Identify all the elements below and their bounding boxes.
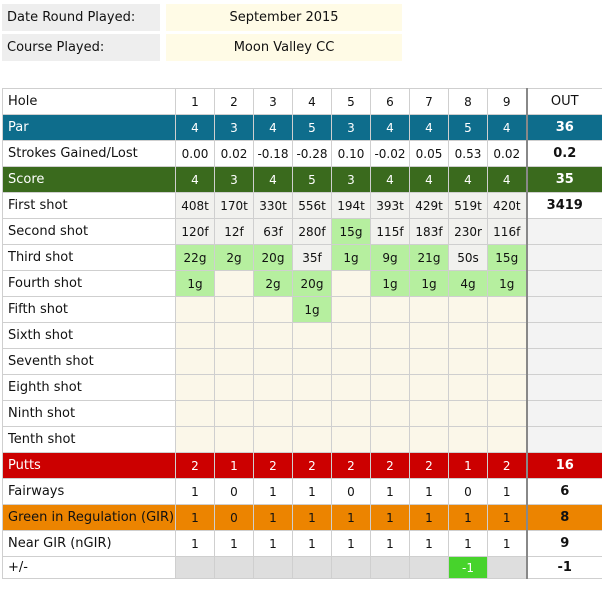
hole-cell[interactable]: 556t (293, 193, 332, 219)
hole-cell[interactable] (215, 375, 254, 401)
hole-cell[interactable]: 429t (410, 193, 449, 219)
hole-cell[interactable]: 1 (371, 505, 410, 531)
hole-cell[interactable]: 1 (332, 531, 371, 557)
hole-cell[interactable]: 1 (176, 531, 215, 557)
hole-cell[interactable] (293, 401, 332, 427)
hole-cell[interactable] (254, 557, 293, 579)
hole-cell[interactable] (176, 427, 215, 453)
hole-cell[interactable] (332, 349, 371, 375)
hole-cell[interactable]: -0.02 (371, 141, 410, 167)
out-total: 16 (527, 453, 602, 479)
hole-cell[interactable] (176, 557, 215, 579)
hole-cell[interactable] (371, 375, 410, 401)
hole-cell[interactable]: 2g (254, 271, 293, 297)
par-row (3, 115, 602, 141)
hole-cell[interactable]: 1g (293, 297, 332, 323)
shot-row-5 (3, 297, 602, 323)
hole-cell[interactable] (254, 323, 293, 349)
hole-cell[interactable]: 20g (293, 271, 332, 297)
hole-cell[interactable]: 0.02 (488, 141, 527, 167)
hole-cell[interactable]: -0.18 (254, 141, 293, 167)
hole-cell[interactable] (410, 297, 449, 323)
gir-row (3, 505, 602, 531)
shot-row-8 (3, 375, 602, 401)
hole-cell[interactable]: 4g (449, 271, 488, 297)
hole-cell[interactable] (410, 557, 449, 579)
shot-row-10 (3, 427, 602, 453)
hole-cell[interactable]: 2 (176, 453, 215, 479)
hole-cell[interactable] (176, 401, 215, 427)
hole-cell[interactable]: 116f (488, 219, 527, 245)
out-header: OUT (527, 89, 602, 115)
hole-cell[interactable] (449, 401, 488, 427)
hole-cell[interactable] (215, 557, 254, 579)
hole-cell[interactable]: 2 (371, 453, 410, 479)
hole-cell[interactable]: 1g (176, 271, 215, 297)
hole-cell[interactable] (293, 349, 332, 375)
row-label: Putts (3, 453, 176, 479)
course-label: Course Played: (2, 34, 160, 61)
hole-cell[interactable]: 3 (332, 167, 371, 193)
hole-cell[interactable] (488, 297, 527, 323)
row-label: Fourth shot (3, 271, 176, 297)
hole-cell[interactable]: 1 (488, 505, 527, 531)
hole-cell[interactable]: 4 (254, 115, 293, 141)
hole-cell[interactable] (488, 323, 527, 349)
date-label: Date Round Played: (2, 4, 160, 31)
hole-cell[interactable]: 1g (332, 245, 371, 271)
score-row (3, 167, 602, 193)
hole-cell[interactable]: 2 (293, 453, 332, 479)
hole-cell[interactable]: 1 (410, 479, 449, 505)
hole-cell[interactable]: 0.53 (449, 141, 488, 167)
hole-cell[interactable] (332, 297, 371, 323)
plus-minus-row (3, 557, 602, 579)
hole-cell[interactable]: 420t (488, 193, 527, 219)
hole-cell[interactable]: 519t (449, 193, 488, 219)
hole-cell[interactable] (332, 323, 371, 349)
hole-cell[interactable]: 0.00 (176, 141, 215, 167)
row-label: +/- (3, 557, 176, 579)
hole-cell[interactable]: 1 (449, 531, 488, 557)
hole-cell[interactable] (293, 557, 332, 579)
out-total (527, 427, 602, 453)
hole-cell[interactable]: 408t (176, 193, 215, 219)
hole-cell[interactable] (332, 375, 371, 401)
hole-cell[interactable] (332, 271, 371, 297)
course-value[interactable]: Moon Valley CC (166, 34, 402, 61)
hole-number: 7 (410, 89, 449, 115)
row-label: Sixth shot (3, 323, 176, 349)
hole-cell[interactable]: 1 (488, 479, 527, 505)
out-total: 35 (527, 167, 602, 193)
row-label: Score (3, 167, 176, 193)
hole-cell[interactable]: 2 (332, 453, 371, 479)
date-value[interactable]: September 2015 (166, 4, 402, 31)
hole-cell[interactable]: 5 (449, 115, 488, 141)
hole-cell[interactable] (488, 375, 527, 401)
hole-cell[interactable]: 15g (332, 219, 371, 245)
shot-row-1 (3, 193, 602, 219)
row-label: Par (3, 115, 176, 141)
hole-cell[interactable]: 120f (176, 219, 215, 245)
row-label: Second shot (3, 219, 176, 245)
row-label: First shot (3, 193, 176, 219)
out-total: -1 (527, 557, 602, 579)
round-info (2, 4, 402, 61)
hole-number: 9 (488, 89, 527, 115)
hole-cell[interactable]: 1 (254, 505, 293, 531)
hole-cell[interactable]: 3 (332, 115, 371, 141)
hole-cell[interactable]: 4 (410, 167, 449, 193)
hole-cell[interactable]: 4 (488, 167, 527, 193)
hole-cell[interactable]: 1 (176, 479, 215, 505)
hole-cell[interactable]: 0.02 (215, 141, 254, 167)
hole-cell[interactable]: 4 (410, 115, 449, 141)
hole-cell[interactable]: 35f (293, 245, 332, 271)
hole-cell[interactable]: 1 (449, 453, 488, 479)
hole-cell[interactable] (293, 323, 332, 349)
fairways-row (3, 479, 602, 505)
hole-cell[interactable]: 1 (449, 505, 488, 531)
hole-cell[interactable]: 1g (410, 271, 449, 297)
hole-cell[interactable]: 0 (449, 479, 488, 505)
hole-cell[interactable] (371, 323, 410, 349)
hole-cell[interactable]: 1 (410, 531, 449, 557)
hole-cell[interactable] (215, 349, 254, 375)
out-total: 9 (527, 531, 602, 557)
hole-cell[interactable]: 1 (410, 505, 449, 531)
hole-cell[interactable]: 20g (254, 245, 293, 271)
hole-cell[interactable] (410, 401, 449, 427)
hole-cell[interactable] (254, 297, 293, 323)
out-total: 36 (527, 115, 602, 141)
hole-cell[interactable] (449, 375, 488, 401)
row-label: Hole (3, 89, 176, 115)
hole-cell[interactable]: 4 (371, 115, 410, 141)
hole-cell[interactable]: 393t (371, 193, 410, 219)
row-label: Fifth shot (3, 297, 176, 323)
hole-cell[interactable]: 0 (215, 505, 254, 531)
out-total (527, 297, 602, 323)
hole-cell[interactable]: 194t (332, 193, 371, 219)
hole-cell[interactable]: 63f (254, 219, 293, 245)
hole-cell[interactable] (410, 323, 449, 349)
row-label: Tenth shot (3, 427, 176, 453)
hole-cell[interactable] (371, 427, 410, 453)
hole-cell[interactable] (371, 349, 410, 375)
putts-row (3, 453, 602, 479)
row-label: Green in Regulation (GIR) (3, 505, 176, 531)
hole-cell[interactable] (215, 323, 254, 349)
hole-cell[interactable]: 1 (371, 479, 410, 505)
hole-cell[interactable] (332, 427, 371, 453)
hole-number: 4 (293, 89, 332, 115)
shot-row-4 (3, 271, 602, 297)
hole-cell[interactable] (332, 557, 371, 579)
hole-cell[interactable]: -0.28 (293, 141, 332, 167)
out-total (527, 323, 602, 349)
hole-cell[interactable]: 3 (215, 167, 254, 193)
hole-cell[interactable]: 2 (254, 453, 293, 479)
hole-cell[interactable] (254, 349, 293, 375)
hole-cell[interactable]: 1 (176, 505, 215, 531)
hole-cell[interactable]: 4 (176, 115, 215, 141)
shot-row-6 (3, 323, 602, 349)
scorecard (2, 88, 602, 579)
strokes-gained-row (3, 141, 602, 167)
hole-cell[interactable]: 4 (449, 167, 488, 193)
hole-number: 8 (449, 89, 488, 115)
hole-cell[interactable]: 22g (176, 245, 215, 271)
hole-cell[interactable] (176, 375, 215, 401)
hole-cell[interactable] (488, 401, 527, 427)
hole-cell[interactable] (215, 297, 254, 323)
hole-cell[interactable]: 1 (215, 531, 254, 557)
hole-cell[interactable] (371, 297, 410, 323)
hole-cell[interactable]: 1 (293, 479, 332, 505)
row-label: Fairways (3, 479, 176, 505)
hole-number: 1 (176, 89, 215, 115)
row-label: Strokes Gained/Lost (3, 141, 176, 167)
hole-cell[interactable]: 1 (293, 505, 332, 531)
row-label: Eighth shot (3, 375, 176, 401)
hole-cell[interactable] (176, 297, 215, 323)
hole-cell[interactable] (215, 427, 254, 453)
hole-cell[interactable]: 4 (176, 167, 215, 193)
hole-cell[interactable] (293, 427, 332, 453)
hole-cell[interactable] (176, 349, 215, 375)
out-total: 0.2 (527, 141, 602, 167)
hole-cell[interactable]: 1g (488, 271, 527, 297)
hole-number: 5 (332, 89, 371, 115)
shot-row-7 (3, 349, 602, 375)
hole-cell[interactable]: 115f (371, 219, 410, 245)
out-total (527, 271, 602, 297)
shot-row-9 (3, 401, 602, 427)
out-total (527, 219, 602, 245)
row-label: Near GIR (nGIR) (3, 531, 176, 557)
hole-cell[interactable] (449, 427, 488, 453)
hole-cell[interactable] (293, 375, 332, 401)
hole-number: 3 (254, 89, 293, 115)
hole-cell[interactable]: 5 (293, 115, 332, 141)
out-total (527, 375, 602, 401)
hole-cell[interactable]: 1 (215, 453, 254, 479)
hole-cell[interactable]: 50s (449, 245, 488, 271)
hole-cell[interactable]: 1 (254, 531, 293, 557)
hole-cell[interactable]: 1g (371, 271, 410, 297)
hole-cell[interactable]: 2 (488, 453, 527, 479)
hole-cell[interactable]: 5 (293, 167, 332, 193)
hole-cell[interactable]: 1 (254, 479, 293, 505)
out-total (527, 349, 602, 375)
hole-cell[interactable]: 1 (332, 505, 371, 531)
hole-cell[interactable] (410, 349, 449, 375)
hole-cell[interactable]: 2g (215, 245, 254, 271)
hole-cell[interactable]: 4 (488, 115, 527, 141)
hole-cell[interactable]: 15g (488, 245, 527, 271)
out-total: 8 (527, 505, 602, 531)
hole-cell[interactable]: 4 (371, 167, 410, 193)
shot-row-2 (3, 219, 602, 245)
hole-cell[interactable]: 1 (488, 531, 527, 557)
hole-cell[interactable] (410, 375, 449, 401)
row-label: Seventh shot (3, 349, 176, 375)
row-label: Third shot (3, 245, 176, 271)
hole-cell[interactable] (254, 401, 293, 427)
hole-cell[interactable]: 9g (371, 245, 410, 271)
hole-cell[interactable]: -1 (449, 557, 488, 579)
row-label: Ninth shot (3, 401, 176, 427)
hole-cell[interactable]: 330t (254, 193, 293, 219)
hole-cell[interactable] (215, 271, 254, 297)
hole-cell[interactable] (488, 557, 527, 579)
hole-cell[interactable]: 280f (293, 219, 332, 245)
hole-cell[interactable] (176, 323, 215, 349)
hole-cell[interactable] (371, 557, 410, 579)
hole-cell[interactable] (332, 401, 371, 427)
hole-cell[interactable]: 1 (371, 531, 410, 557)
hole-cell[interactable]: 3 (215, 115, 254, 141)
hole-cell[interactable] (449, 297, 488, 323)
hole-cell[interactable] (254, 375, 293, 401)
hole-cell[interactable]: 0 (215, 479, 254, 505)
hole-cell[interactable] (254, 427, 293, 453)
hole-cell[interactable]: 0 (332, 479, 371, 505)
hole-number: 6 (371, 89, 410, 115)
hole-cell[interactable] (488, 427, 527, 453)
out-total: 6 (527, 479, 602, 505)
hole-cell[interactable] (215, 401, 254, 427)
hole-cell[interactable]: 2 (410, 453, 449, 479)
hole-cell[interactable]: 0.05 (410, 141, 449, 167)
hole-cell[interactable]: 183f (410, 219, 449, 245)
hole-cell[interactable] (488, 349, 527, 375)
shot-row-3 (3, 245, 602, 271)
hole-cell[interactable]: 1 (293, 531, 332, 557)
hole-cell[interactable] (449, 349, 488, 375)
out-total: 3419 (527, 193, 602, 219)
out-total (527, 401, 602, 427)
hole-cell[interactable]: 21g (410, 245, 449, 271)
hole-row (3, 89, 602, 115)
hole-cell[interactable]: 230r (449, 219, 488, 245)
out-total (527, 245, 602, 271)
hole-cell[interactable]: 4 (254, 167, 293, 193)
hole-cell[interactable] (410, 427, 449, 453)
hole-cell[interactable]: 170t (215, 193, 254, 219)
hole-number: 2 (215, 89, 254, 115)
hole-cell[interactable]: 0.10 (332, 141, 371, 167)
ngir-row (3, 531, 602, 557)
hole-cell[interactable]: 12f (215, 219, 254, 245)
hole-cell[interactable] (449, 323, 488, 349)
hole-cell[interactable] (371, 401, 410, 427)
